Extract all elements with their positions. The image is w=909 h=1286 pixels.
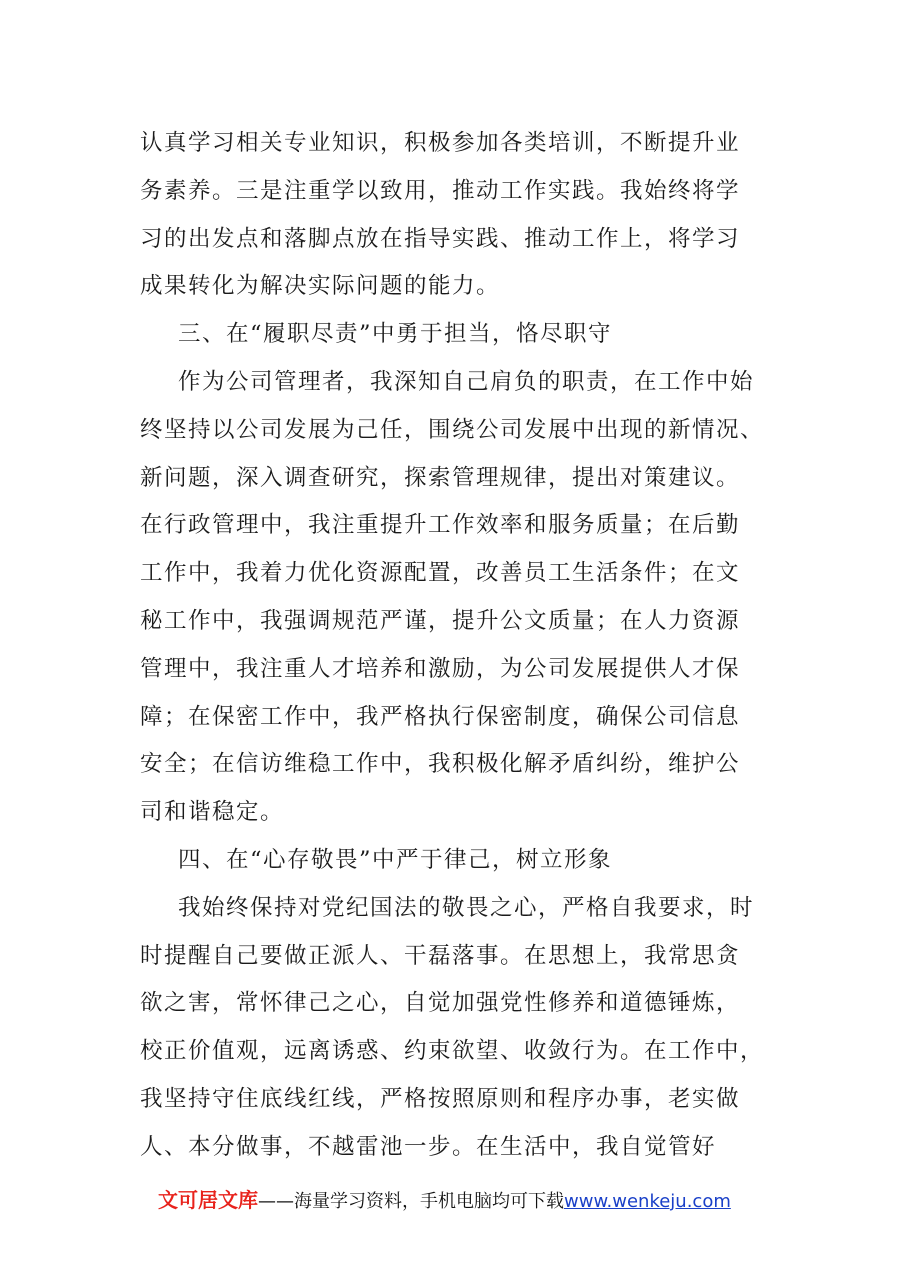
text-line: 秘工作中，我强调规范严谨，提升公文质量；在人力资源 xyxy=(140,607,741,634)
text-line: 我始终保持对党纪国法的敬畏之心，严格自我要求，时 xyxy=(178,894,755,921)
text-line: 终坚持以公司发展为己任，围绕公司发展中出现的新情况、 xyxy=(140,416,765,443)
text-line: 司和谐稳定。 xyxy=(140,799,285,826)
footer-brand: 文可居文库 xyxy=(158,1188,258,1212)
footer-link[interactable]: www.wenkeju.com xyxy=(564,1191,731,1212)
text-line: 障；在保密工作中，我严格执行保密制度，确保公司信息 xyxy=(140,703,741,730)
document-body xyxy=(140,120,772,1172)
footer-slogan: ——海量学习资料，手机电脑均可下载 xyxy=(258,1191,564,1212)
text-line: 习的出发点和落脚点放在指导实践、推动工作上，将学习 xyxy=(140,225,741,252)
section-heading-4: 四、在“心存敬畏”中严于律己，树立形象 xyxy=(178,846,613,873)
footer-banner xyxy=(158,1184,731,1213)
text-line: 新问题，深入调查研究，探索管理规律，提出对策建议。 xyxy=(140,464,741,491)
text-line: 在行政管理中，我注重提升工作效率和服务质量；在后勤 xyxy=(140,512,741,539)
text-line: 认真学习相关专业知识，积极参加各类培训，不断提升业 xyxy=(140,130,741,156)
text-line: 我坚持守住底线红线，严格按照原则和程序办事，老实做 xyxy=(140,1085,741,1112)
section-heading-3: 三、在“履职尽责”中勇于担当，恪尽职守 xyxy=(178,321,613,348)
text-line: 务素养。三是注重学以致用，推动工作实践。我始终将学 xyxy=(140,177,741,204)
text-line: 时提醒自己要做正派人、干磊落事。在思想上，我常思贪 xyxy=(140,942,741,969)
text-line: 欲之害，常怀律己之心，自觉加强党性修养和道德锤炼， xyxy=(140,990,741,1017)
text-line: 安全；在信访维稳工作中，我积极化解矛盾纠纷，维护公 xyxy=(140,751,741,778)
text-line: 人、本分做事，不越雷池一步。在生活中，我自觉管好 xyxy=(140,1133,717,1160)
text-line: 成果转化为解决实际问题的能力。 xyxy=(140,273,501,300)
text-line: 作为公司管理者，我深知自己肩负的职责，在工作中始 xyxy=(178,368,755,395)
text-line: 校正价值观，远离诱惑、约束欲望、收敛行为。在工作中， xyxy=(140,1038,765,1065)
text-line: 管理中，我注重人才培养和激励，为公司发展提供人才保 xyxy=(140,655,741,682)
text-line: 工作中，我着力优化资源配置，改善员工生活条件；在文 xyxy=(140,560,741,587)
